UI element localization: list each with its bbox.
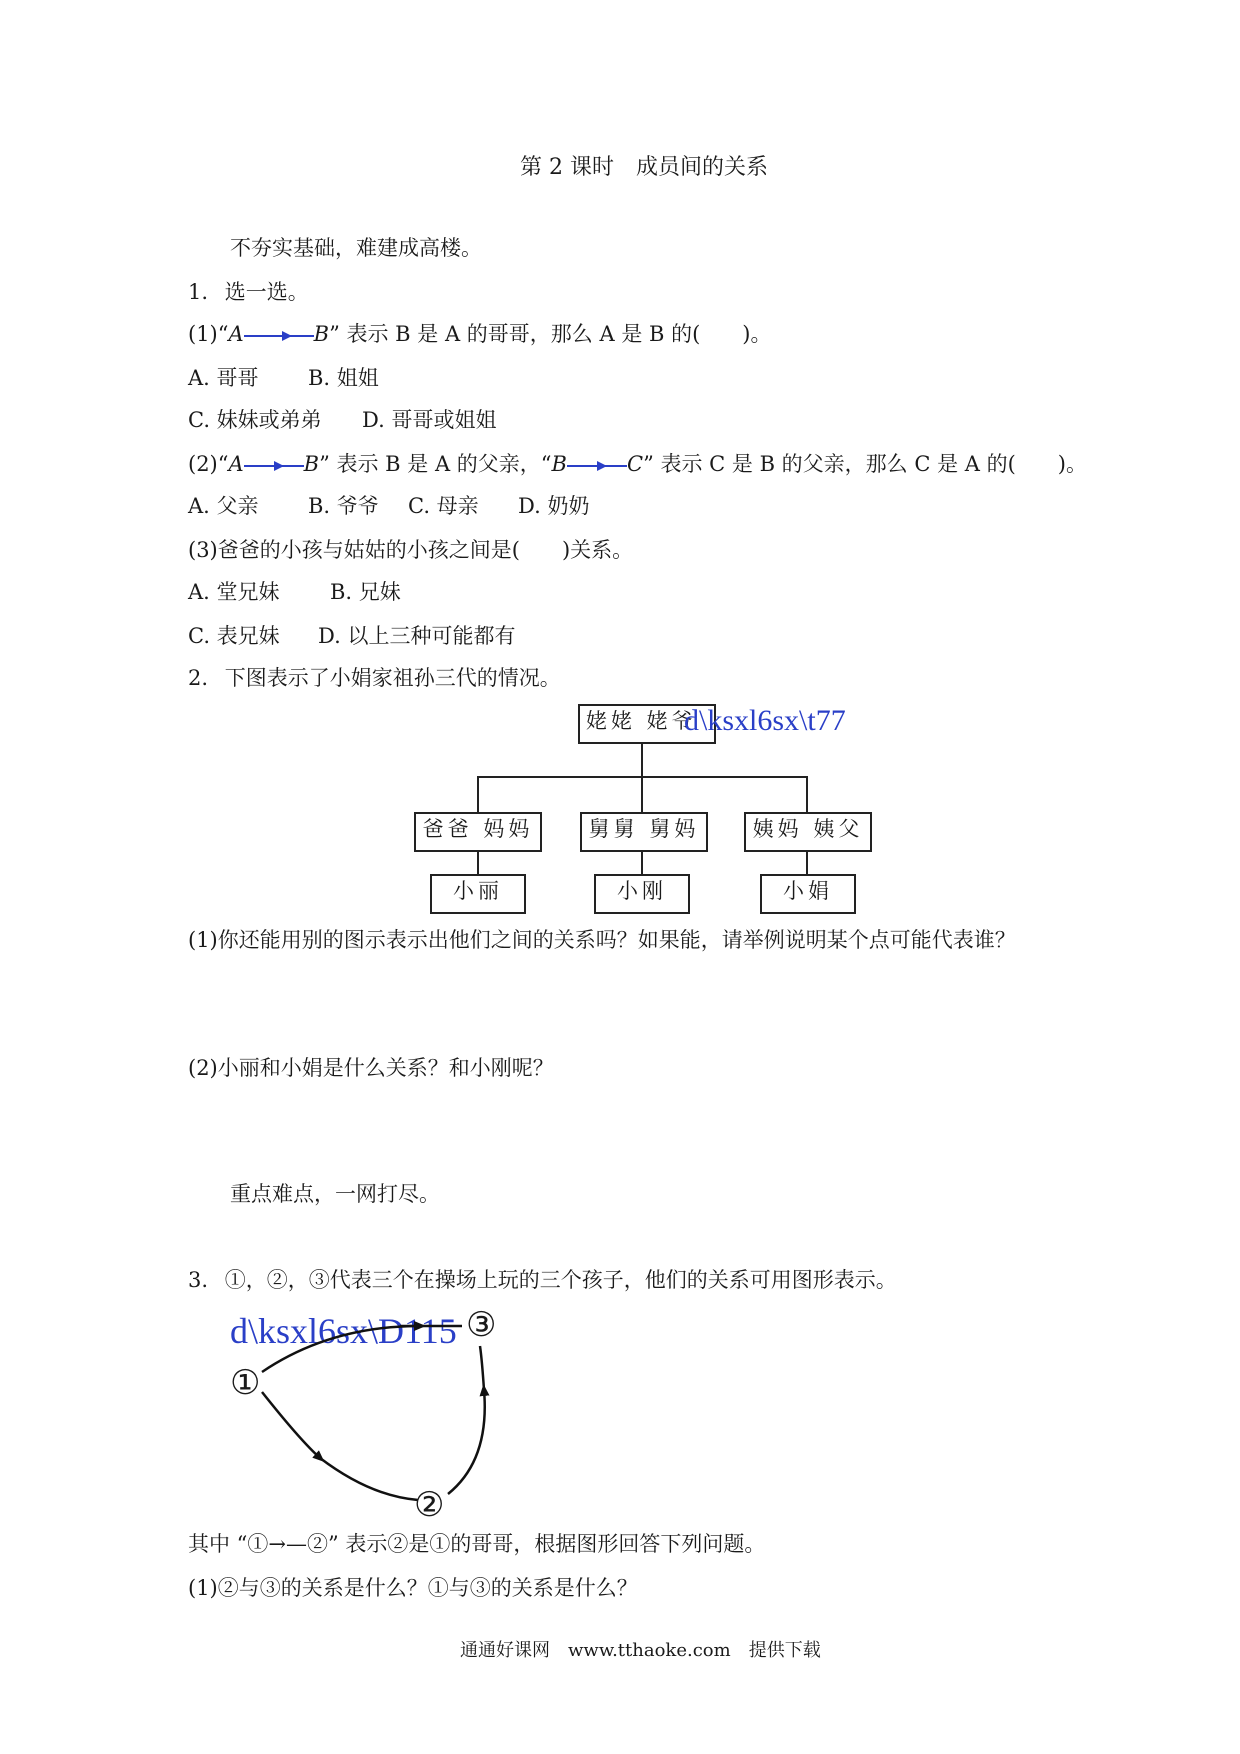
tree-parents-3: 姨妈 姨父: [744, 812, 872, 852]
q2-sub2-text: (2)小丽和小娟是什么关系？和小刚呢？: [188, 1056, 554, 1080]
q1-sub1-option-c[interactable]: C. 妹妹或弟弟: [188, 408, 322, 432]
q1-sub1-node-b: B: [313, 322, 330, 346]
q1-sub1-text: ” 表示 B 是 A 的哥哥，那么 A 是 B 的( )。: [329, 322, 772, 346]
graph-node-1: ①: [230, 1363, 261, 1403]
tree-child-3: 小娟: [760, 874, 856, 914]
question-text: ①，②，③代表三个在操场上玩的三个孩子，他们的关系可用图形表示。: [224, 1268, 897, 1292]
question-number: 2.: [188, 666, 209, 690]
q1-sub2-text: ” 表示 C 是 B 的父亲，那么 C 是 A 的( )。: [643, 452, 1087, 476]
graph-node-3: ③: [466, 1305, 497, 1345]
q1-sub3-option-a[interactable]: A. 堂兄妹: [188, 580, 280, 604]
q1-sub3-option-b[interactable]: B. 兄妹: [330, 580, 401, 604]
q1-sub2-option-d[interactable]: D. 奶奶: [518, 494, 590, 518]
q1-sub2-mid-text: ” 表示 B 是 A 的父亲，“: [319, 452, 552, 476]
q1-sub3-option-c[interactable]: C. 表兄妹: [188, 624, 280, 648]
page-title: 第 2 课时 成员间的关系: [520, 155, 768, 180]
footer-source: 通通好课网 www.tthaoke.com 提供下载: [460, 1640, 821, 1661]
q1-sub3-option-d[interactable]: D. 以上三种可能都有: [318, 624, 516, 648]
q1-sub2-prefix: (2)“: [188, 452, 229, 476]
q1-sub2-node-b: B: [303, 452, 320, 476]
section-heading-basics: 不夯实基础，难建成高楼。: [230, 236, 482, 260]
q1-sub1-option-d[interactable]: D. 哥哥或姐姐: [362, 408, 497, 432]
q1-sub2-option-c[interactable]: C. 母亲: [408, 494, 479, 518]
q2-sub1-text: (1)你还能用别的图示表示出他们之间的关系吗？如果能，请举例说明某个点可能代表谁？: [188, 928, 1016, 952]
q1-sub2-node-c: C: [626, 452, 644, 476]
q1-sub1-option-a[interactable]: A. 哥哥: [188, 366, 259, 390]
tree-parents-2: 舅舅 舅妈: [580, 812, 708, 852]
q1-sub2-node-b2: B: [551, 452, 567, 476]
graph-watermark: d\ksxl6sx\D115: [230, 1311, 457, 1351]
q1-sub1-option-b[interactable]: B. 姐姐: [308, 366, 379, 390]
q1-sub1-node-a: A: [228, 322, 244, 346]
q3-note: 其中 “①→—②” 表示②是①的哥哥，根据图形回答下列问题。: [188, 1532, 766, 1556]
q1-sub2-option-b[interactable]: B. 爷爷: [308, 494, 379, 518]
graph-node-2: ②: [414, 1485, 445, 1525]
q1-sub3-text: (3)爸爸的小孩与姑姑的小孩之间是( )关系。: [188, 538, 634, 562]
question-text: 选一选。: [224, 280, 309, 304]
section-heading-key-points: 重点难点，一网打尽。: [230, 1182, 440, 1206]
q1-sub1-prefix: (1)“: [188, 322, 229, 346]
q3-sub1-text: (1)②与③的关系是什么？①与③的关系是什么？: [188, 1576, 638, 1600]
tree-root-grandparents: 姥姥 姥爷: [578, 704, 716, 744]
tree-watermark: d\ksxl6sx\t77: [684, 704, 846, 737]
tree-parents-1: 爸爸 妈妈: [414, 812, 542, 852]
q1-sub2-node-a: A: [228, 452, 244, 476]
question-number: 3.: [188, 1268, 209, 1292]
tree-child-2: 小刚: [594, 874, 690, 914]
q1-sub2-option-a[interactable]: A. 父亲: [188, 494, 259, 518]
question-number: 1.: [188, 280, 209, 304]
question-text: 下图表示了小娟家祖孙三代的情况。: [224, 666, 561, 690]
tree-child-1: 小丽: [430, 874, 526, 914]
